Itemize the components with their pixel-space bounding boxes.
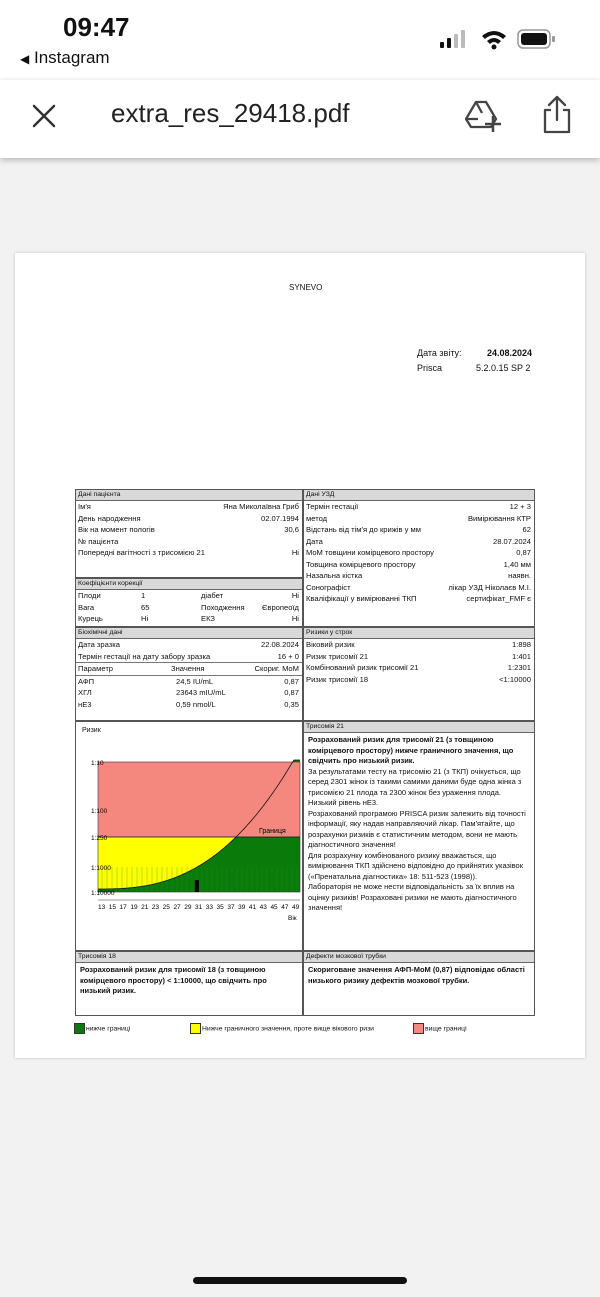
legend-yellow-swatch (190, 1023, 201, 1034)
x-tick-label: 49 (292, 904, 300, 911)
correction-row: Курець Ні ЕКЗ Ні (78, 614, 299, 623)
ga-row: Термін гестації на дату забору зразка 16 + 0 (78, 651, 299, 661)
legend-above: вище границі (413, 1023, 467, 1034)
y-tick-label: 1:10 (91, 760, 104, 767)
report-date-label: Дата звіту: (417, 348, 462, 358)
trisomy21-line: Для розрахунку комбінованого ризику вважається, що вимірювання ТКП здійснено відповідно до прийнятих указівок («Пренатальна діагностика» 18: 511-523 (1998)). (308, 850, 524, 881)
patient-row: Попередні вагітності з трисомією 21 Ні (78, 548, 299, 557)
status-bar (0, 0, 600, 80)
back-arrow-icon: ◀ (20, 52, 30, 66)
ultrasound-section (303, 489, 535, 627)
correction-header: Коефіцієнти корекції (76, 579, 302, 590)
patient-row: День народження 02.07.1994 (78, 513, 299, 523)
report-date: 24.08.2024 (487, 348, 533, 358)
border-label: Границя (259, 828, 286, 835)
x-tick-label: 27 (173, 904, 181, 911)
trisomy21-conclusion: Розрахований ризик для трисомії 21 (з товщиною комірцевого простору) нижче граничного значення, що свідчить про низький ризик. (308, 735, 514, 765)
ntd-conclusion: Скориговане значення АФП-MoM (0,87) відповідає області низького ризику дефектів мозкової трубки. (308, 965, 525, 985)
x-tick-label: 21 (141, 904, 149, 911)
y-tick-label: 1:1000 (91, 865, 111, 872)
x-tick-label: 25 (162, 904, 170, 911)
system-icons (440, 28, 560, 52)
trisomy21-line: Розрахований програмою PRISCA ризик залежить від точності інформації, яку надав направляючий лікар. Пам'ятайте, що розрахунки ризиків є статистичним методом, вони не мають діагностичного значення! (308, 808, 526, 849)
x-axis-label: Вік (288, 915, 297, 922)
ultrasound-row: Дата 28.07.2024 (306, 536, 531, 546)
patient-row: Вік на момент пологів 30,6 (78, 525, 299, 534)
risk-row: Ризик трисомії 21 1:401 (306, 651, 531, 661)
lab-brand: SYNEVO (289, 283, 323, 292)
ultrasound-row: Кваліфікації у вимірюванні ТКП сертифікат_FMF є (306, 594, 531, 603)
x-tick-label: 35 (216, 904, 224, 911)
share-icon (540, 94, 574, 134)
x-tick-label: 45 (270, 904, 278, 911)
trisomy21-line: Лабораторія не може нести відповідальність за їх вплив на оцінку ризиків! Розраховані ризики не мають діагностичного значення! (308, 882, 517, 912)
biochem-header: Біохімічні дані (76, 628, 302, 639)
drive-add-icon (465, 98, 501, 134)
trisomy18-conclusion: Розрахований ризик для трисомії 18 (з товщиною комірцевого простору) < 1:10000, що свідчить про низький ризик. (80, 965, 267, 995)
legend-red-swatch (413, 1023, 424, 1034)
above-border-area-top (98, 762, 300, 837)
clock: 09:47 (63, 12, 130, 42)
wifi-icon (482, 31, 506, 50)
patient-row: № пацієнта (78, 536, 119, 546)
back-to-app-link[interactable] (20, 48, 110, 68)
correction-section (75, 578, 303, 627)
close-icon (28, 100, 60, 132)
y-tick-label: 1:10000 (91, 890, 115, 897)
ultrasound-row: Товщина комірцевого простору 1,40 мм (306, 559, 531, 569)
risk-row: Віковий ризик 1:898 (306, 640, 531, 649)
correction-row: Вага 65 Походження Європеоїд (78, 602, 299, 612)
chart-title: Ризик (82, 727, 101, 734)
trisomy21-section (303, 721, 535, 951)
x-tick-label: 43 (259, 904, 267, 911)
x-tick-label: 13 (98, 904, 106, 911)
risks-header: Ризики у строк (304, 628, 534, 639)
file-title: extra_res_29418.pdf (111, 98, 350, 128)
legend-green-swatch (74, 1023, 85, 1034)
risk-row: Ризик трисомії 18 <1:10000 (306, 674, 531, 684)
battery-icon (518, 30, 555, 48)
x-tick-label: 33 (205, 904, 214, 911)
add-to-drive-button[interactable] (465, 98, 501, 134)
correction-row: Плоди 1 діабет Ні (78, 591, 299, 600)
ultrasound-header: Дані УЗД (304, 490, 534, 501)
legend-below: нижче границі (74, 1023, 130, 1034)
trisomy21-line: Низький рівень нЕ3. (308, 798, 379, 807)
ultrasound-row: метод Вимірювання КТР (306, 513, 531, 523)
ultrasound-row: Термін гестації 12 + 3 (306, 502, 531, 511)
x-tick-label: 23 (151, 904, 160, 911)
home-indicator[interactable] (193, 1277, 407, 1284)
x-tick-label: 41 (248, 904, 257, 911)
ntd-header: Дефекти мозкової трубки (304, 952, 534, 963)
ultrasound-row: Відстань від тім'я до крижів у мм 62 (306, 525, 531, 534)
x-tick-label: 17 (119, 904, 127, 911)
ntd-section (303, 951, 535, 1016)
risk-row: Комбінований ризик трисомії 21 1:2301 (306, 663, 531, 672)
legend-between: Нижче граничного значення, проте вище вікового ризи (190, 1023, 374, 1034)
trisomy21-header: Трисомія 21 (304, 722, 534, 733)
ultrasound-row: MoM товщини комірцевого простору 0,87 (306, 548, 531, 557)
y-tick-label: 1:100 (91, 808, 108, 815)
y-tick-label: 1:250 (91, 835, 108, 842)
x-tick-label: 39 (238, 904, 246, 911)
biochem-row: ХГЛ 23643 mIU/mL 0,87 (78, 688, 299, 697)
patient-row: Ім'я Яна Миколаївна Гриб (78, 502, 299, 511)
risks-section (303, 627, 535, 721)
biochem-row: нЕ3 0,59 nmol/L 0,35 (78, 699, 299, 709)
trisomy18-header: Трисомія 18 (76, 952, 302, 963)
x-tick-label: 31 (195, 904, 203, 911)
trisomy21-line: За результатами тесту на трисомію 21 (з ТКП) очікується, що серед 2301 жінок із такими самими даними буде одна жінка з трисомією 21 плода та 2300 жінок без ураження плода. (308, 766, 522, 797)
x-tick-label: 29 (184, 904, 192, 911)
x-tick-label: 19 (130, 904, 138, 911)
signal-icon (440, 30, 465, 48)
share-button[interactable] (540, 94, 574, 134)
biochem-columns: Параметр Значення Скориг. MoM (76, 662, 302, 676)
biochem-row: АФП 24,5 IU/mL 0,87 (78, 676, 299, 686)
sample-date-row: Дата зразка 22.08.2024 (78, 640, 299, 649)
back-app-label: Instagram (33, 48, 110, 67)
biochem-section (75, 627, 303, 721)
risk-chart (76, 722, 302, 947)
software-label: Prisca (417, 363, 443, 373)
trisomy18-section (75, 951, 303, 1016)
risk-chart-section (75, 721, 303, 951)
document-toolbar (0, 80, 600, 158)
close-button[interactable] (28, 100, 60, 132)
ultrasound-row: Сонографіст лікар УЗД Ніколаєв М.І. (306, 582, 531, 592)
x-tick-label: 47 (281, 904, 289, 911)
patient-data-section (75, 489, 303, 578)
ultrasound-row: Назальна кістка наявн. (306, 571, 531, 580)
x-tick-label: 15 (108, 904, 117, 911)
pdf-page[interactable] (15, 253, 585, 1058)
patient-marker (195, 880, 199, 892)
x-tick-label: 37 (227, 904, 235, 911)
software-version: 5.2.0.15 SP 2 (476, 363, 531, 373)
patient-header: Дані пацієнта (76, 490, 302, 501)
